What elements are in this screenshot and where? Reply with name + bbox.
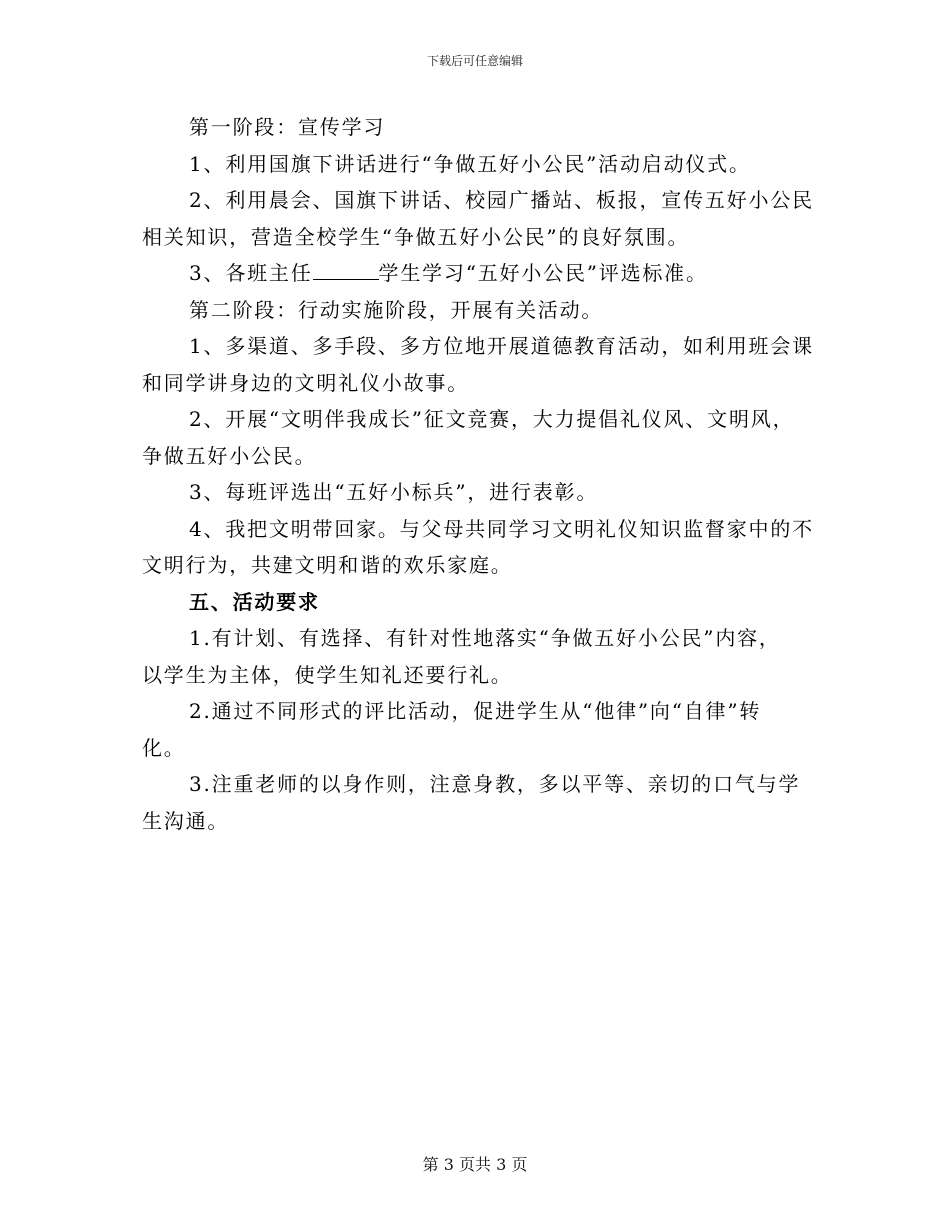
fill-in-blank bbox=[313, 261, 379, 280]
stage1-title: 第一阶段：宣传学习 bbox=[189, 115, 386, 139]
stage2-item-2-line-2: 争做五好小公民。 bbox=[142, 443, 317, 468]
stage1-item-2-line-1: 2、利用晨会、国旗下讲话、校园广播站、板报，宣传五好小公民 bbox=[189, 188, 814, 212]
stage1-item-3-prefix: 3、各班主任 bbox=[189, 261, 313, 285]
page-header-note: 下载后可任意编辑 bbox=[426, 54, 523, 68]
requirement-1-line-2: 以学生为主体，使学生知礼还要行礼。 bbox=[142, 662, 513, 687]
requirement-3-line-1: 3.注重老师的以身作则，注意身教，多以平等、亲切的口气与学 bbox=[189, 772, 801, 796]
stage2-title: 第二阶段：行动实施阶段，开展有关活动。 bbox=[189, 297, 604, 322]
stage2-item-2-line-1: 2、开展“文明伴我成长”征文竞赛，大力提倡礼仪风、文明风， bbox=[189, 407, 795, 431]
requirement-1-line-1: 1.有计划、有选择、有针对性地落实“争做五好小公民”内容， bbox=[189, 626, 781, 650]
requirement-2-line-2: 化。 bbox=[142, 735, 186, 760]
stage2-item-4-line-1: 4、我把文明带回家。与父母共同学习文明礼仪知识监督家中的不 bbox=[189, 516, 814, 541]
stage1-item-2-line-2: 相关知识，营造全校学生“争做五好小公民”的良好氛围。 bbox=[142, 224, 690, 249]
page-number: 第 3 页共 3 页 bbox=[422, 1155, 528, 1174]
stage2-item-1-line-2: 和同学讲身边的文明礼仪小故事。 bbox=[142, 370, 469, 395]
requirement-2-line-1: 2.通过不同形式的评比活动，促进学生从“他律”向“自律”转 bbox=[189, 699, 762, 723]
stage2-item-1-line-1: 1、多渠道、多手段、多方位地开展道德教育活动，如利用班会课 bbox=[189, 334, 814, 358]
stage2-item-4-line-2: 文明行为，共建文明和谐的欢乐家庭。 bbox=[142, 553, 513, 577]
stage1-item-1: 1、利用国旗下讲话进行“争做五好小公民”活动启动仪式。 bbox=[189, 151, 751, 176]
document-body bbox=[142, 109, 814, 839]
stage2-item-3: 3、每班评选出“五好小标兵”，进行表彰。 bbox=[189, 480, 599, 504]
stage1-item-3-suffix: 学生学习“五好小公民”评选标准。 bbox=[378, 261, 708, 285]
section-5-heading: 五、活动要求 bbox=[189, 589, 320, 614]
stage1-item-3 bbox=[142, 255, 810, 292]
requirement-3-line-2: 生沟通。 bbox=[142, 808, 230, 833]
